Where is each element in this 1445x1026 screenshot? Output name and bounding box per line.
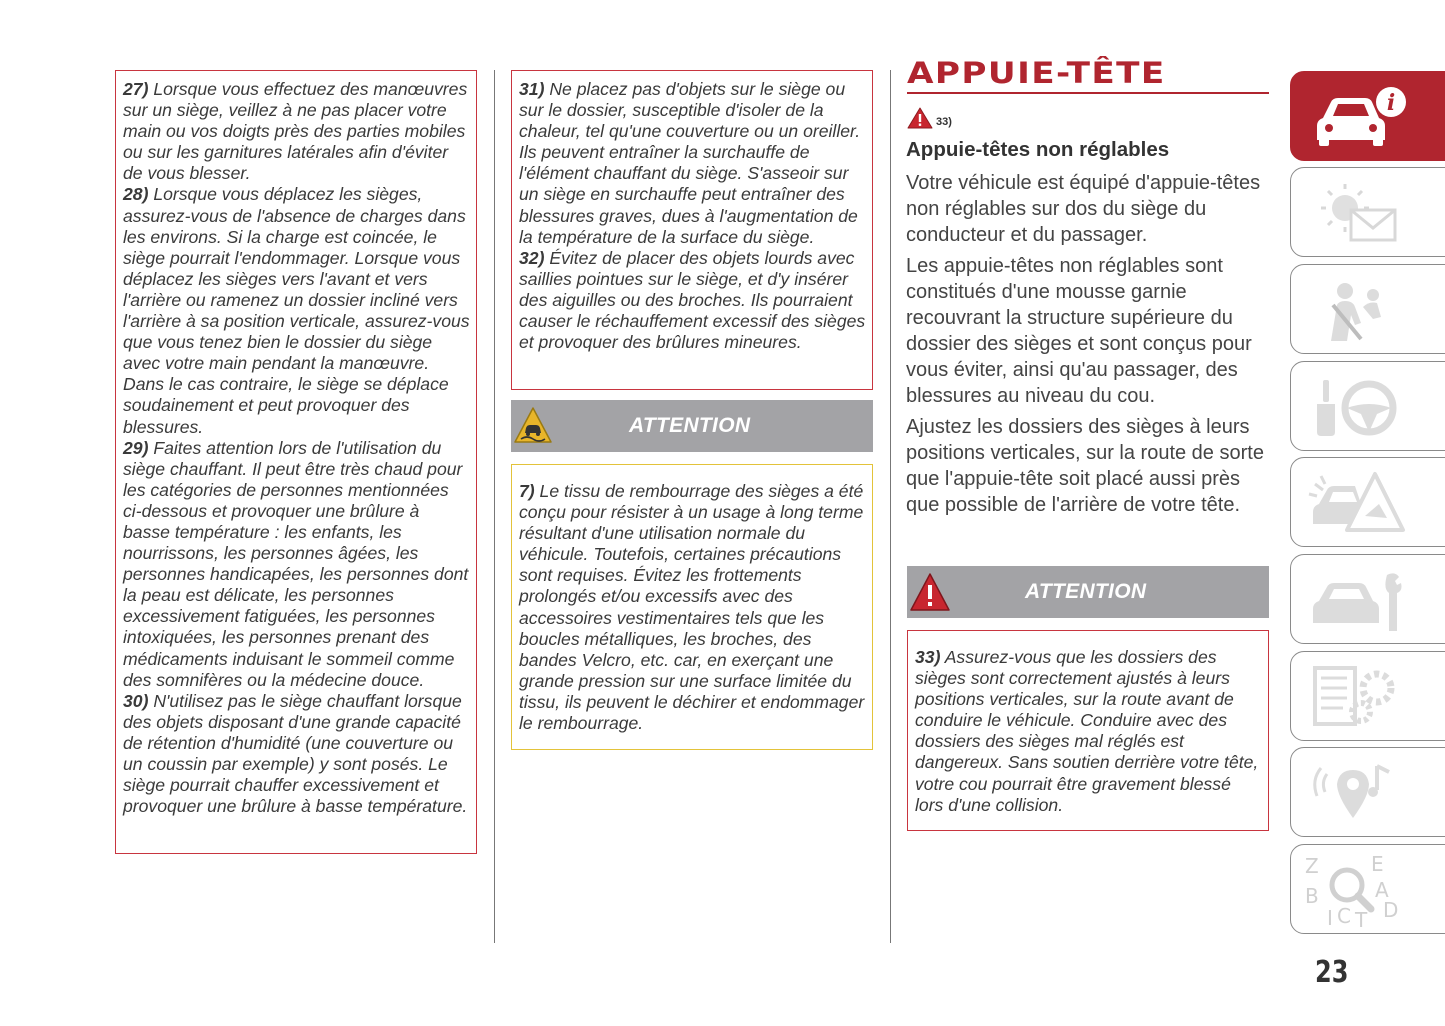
page-number: 23 bbox=[1315, 955, 1349, 990]
warning-note-33: 33) Assurez-vous que les dossiers des sièges sont correctement ajustés à leurs positions verticales, sur la route avant de conduire le véhicule. Conduire avec des dossiers des sièges mal réglés est dangereux. Sans soutien derrière votre tête, votre cou pourrait être gravement blessé lors d'une collision. bbox=[915, 647, 1259, 815]
column-separator-1 bbox=[494, 70, 495, 943]
tab-lights-messages[interactable] bbox=[1290, 167, 1445, 257]
note-30: 30) N'utilisez pas le siège chauffant lorsque des objets disposant d'une grande capacité de rétention d'humidité (une couverture ou un coussin par exemple) y sont posés. Le siège pourrait chauffer excessivement et provoquer une brûlure à basse température. bbox=[123, 690, 468, 817]
index-icon bbox=[1303, 853, 1413, 928]
tab-safety[interactable] bbox=[1290, 264, 1445, 354]
caution-note-7: 7) Le tissu de rembourrage des sièges a été conçu pour résister à un usage à long terme résultant d'une utilisation normale du véhicule. Toutefois, certaines précautions sont requises. Évitez les frottements prolongés et/ou excessifs avec des accessoires vestimentaires tels que les boucles métalliques, les broches, des bandes Velcro, etc. car, en exerçant une grande pression sur une surface limitée du tissu, ils peuvent le déchirer et endommager le rembourrage. bbox=[519, 481, 865, 734]
column-separator-2 bbox=[890, 70, 891, 943]
tab-starting-driving[interactable] bbox=[1290, 361, 1445, 451]
caution-triangle-icon bbox=[513, 406, 553, 451]
note-32: 32) Évitez de placer des objets lourds avec saillies pointues sur le siège, et d'y insérer des aiguilles ou des broches. Ils pourraient causer le réchauffement excessif des sièges et provoquer des brûlures mineures. bbox=[519, 247, 866, 353]
multimedia-icon bbox=[1303, 756, 1413, 831]
note-28: 28) Lorsque vous déplacez les sièges, assurez-vous de l'absence de charges dans les environs. Si la charge est coincée, le siège pourrait l'endommager. Lorsque vous déplacez les sièges vers l'avant et vers l'arrière ou ramenez un dossier incliné vers l'arrière à sa position verticale, assurez-vous que vous tenez bien le dossier du siège avec votre main pendant la manœuvre. Dans le cas contraire, le siège se déplace soudainement et peut provoquer des blessures. bbox=[123, 184, 470, 437]
emergency-icon bbox=[1303, 466, 1413, 541]
caution-note-box bbox=[511, 464, 873, 750]
warning-header-bar bbox=[907, 566, 1269, 618]
warning-ref-icon bbox=[907, 107, 933, 134]
index-letter: I bbox=[1327, 906, 1333, 928]
section-title: APPUIE-TÊTE bbox=[907, 56, 1166, 90]
warning-label: ATTENTION bbox=[1025, 580, 1147, 603]
subheading: Appuie-têtes non réglables bbox=[906, 138, 1170, 161]
note-27: 27) Lorsque vous effectuez des manœuvres sur un siège, veillez à ne pas placer votre main ou vos doigts près des parties mobiles ou sur les garnitures latérales afin d'éviter de vous blesser. bbox=[123, 79, 468, 184]
index-letter: T bbox=[1355, 908, 1368, 928]
warning-note-box bbox=[907, 630, 1269, 831]
tab-index[interactable] bbox=[1290, 844, 1445, 934]
caution-header-bar bbox=[511, 400, 873, 452]
index-letter: D bbox=[1383, 898, 1399, 922]
tab-multimedia[interactable] bbox=[1290, 747, 1445, 837]
index-letter: B bbox=[1305, 884, 1319, 908]
warning-ref-number: 33) bbox=[936, 116, 952, 128]
maintenance-icon bbox=[1303, 563, 1413, 638]
note-31: 31) Ne placez pas d'objets sur le siège ou sur le dossier, susceptible d'isoler de la chaleur, tel qu'une couverture ou un oreiller. Ils peuvent entraîner la surchauffe de l'élément chauffant du siège. S'asseoir sur un siège en surchauffe peut entraîner des blessures graves, dues à l'augmentation de la température de la surface du siège. bbox=[519, 79, 861, 247]
tab-car-info[interactable] bbox=[1290, 71, 1445, 161]
safety-airbag-icon bbox=[1303, 273, 1413, 348]
tab-emergency[interactable] bbox=[1290, 457, 1445, 547]
index-letter: C bbox=[1337, 904, 1351, 928]
technical-data-icon bbox=[1303, 660, 1413, 735]
section-title-rule bbox=[907, 92, 1269, 94]
index-letter: E bbox=[1371, 853, 1384, 876]
index-letter: A bbox=[1375, 878, 1389, 902]
body-text bbox=[906, 170, 1274, 523]
tab-maintenance[interactable] bbox=[1290, 554, 1445, 644]
paragraph-1: Votre véhicule est équipé d'appuie-têtes non réglables sur dos du siège du conducteur et du passager. bbox=[906, 172, 1261, 246]
key-steering-icon bbox=[1303, 370, 1413, 445]
paragraph-3: Ajustez les dossiers des sièges à leurs positions verticales, sur la route de sorte que l'appuie-tête soit placé aussi près que possible de l'arrière de votre tête. bbox=[906, 416, 1264, 516]
warning-notes-box-2 bbox=[511, 70, 873, 390]
index-letter: Z bbox=[1305, 854, 1319, 878]
car-info-icon bbox=[1303, 80, 1413, 155]
svg-text:i: i bbox=[1386, 90, 1396, 116]
lights-messages-icon bbox=[1303, 176, 1413, 251]
note-29: 29) Faites attention lors de l'utilisation du siège chauffant. Il peut être très chaud pour les catégories de personnes mentionnées ci-dessous et provoquer une brûlure à basse température : les enfants, les nourrissons, les personnes âgées, les personnes handicapées, les personnes dont la peau est délicate, les personnes excessivement fatiguées, les personnes intoxiquées, les personnes prenant des médicaments induisant le sommeil comme des somnifères ou la médecine douce. bbox=[123, 437, 469, 690]
tab-technical-data[interactable] bbox=[1290, 651, 1445, 741]
warning-notes-box-1 bbox=[115, 70, 477, 854]
paragraph-2: Les appuie-têtes non réglables sont constitués d'une mousse garnie recouvrant la structure supérieure du dossier des sièges et sont conçus pour vous éviter, ainsi qu'au passager, des blessures au niveau du cou. bbox=[906, 255, 1252, 407]
warning-triangle-icon bbox=[909, 572, 951, 619]
caution-label: ATTENTION bbox=[629, 414, 751, 437]
